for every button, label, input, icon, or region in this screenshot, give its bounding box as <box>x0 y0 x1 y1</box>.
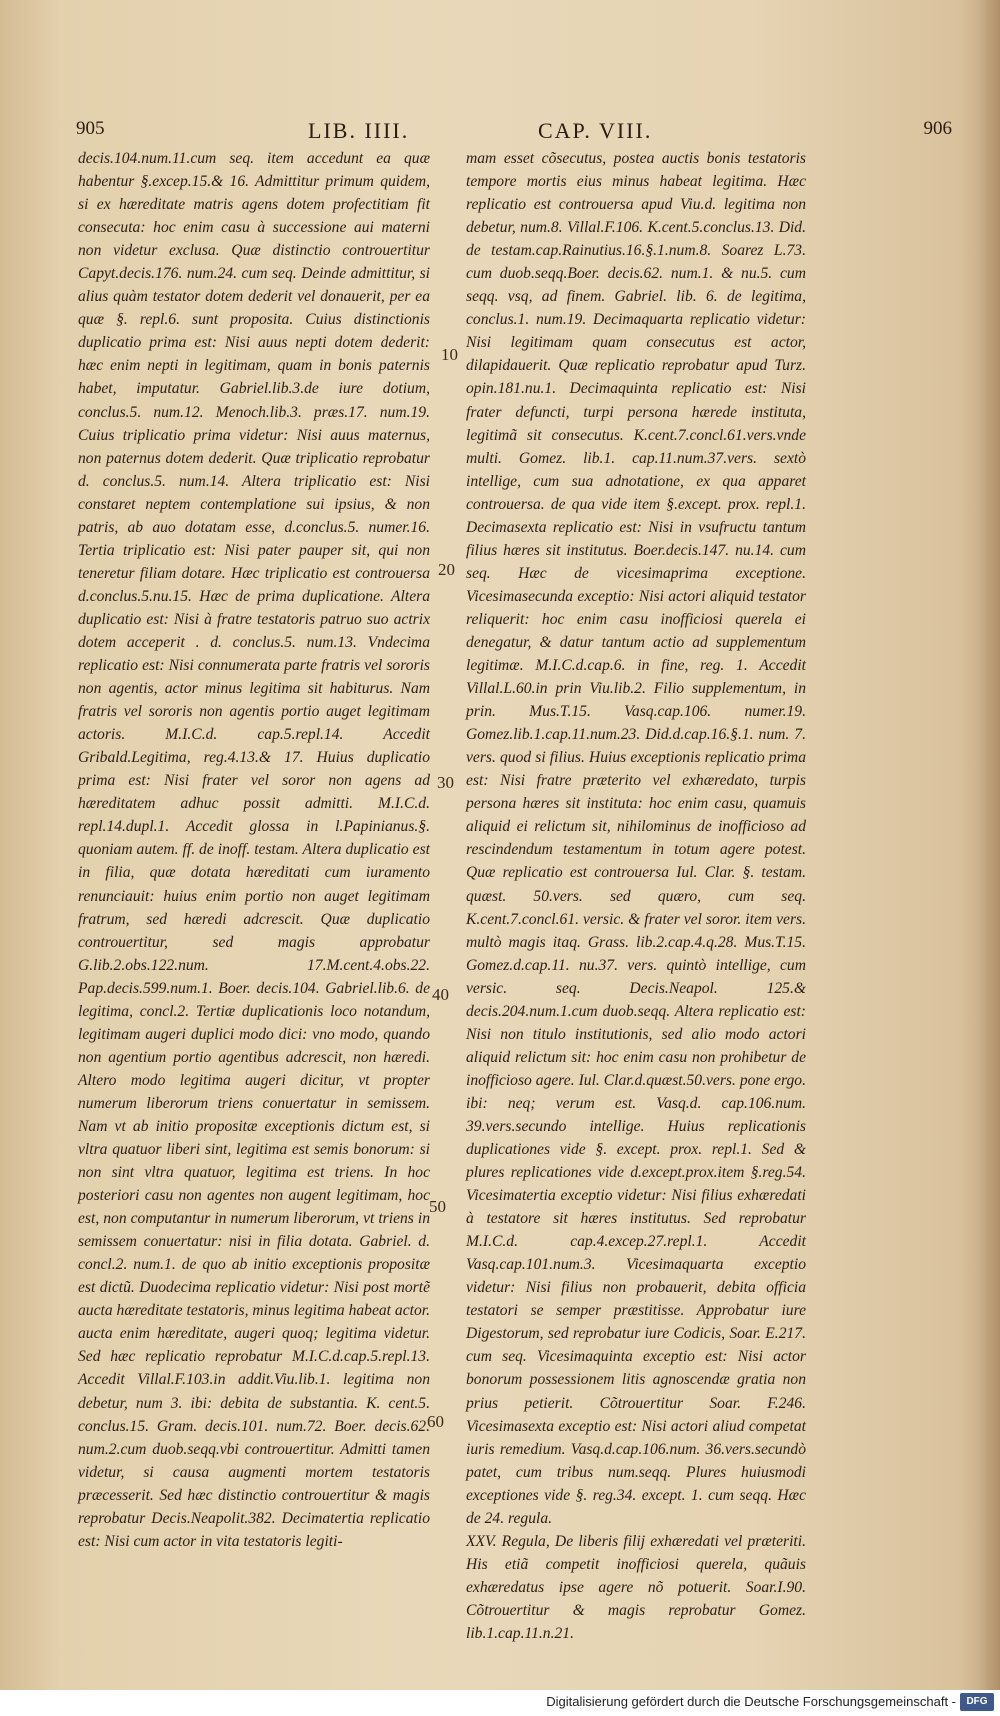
running-header <box>76 118 952 148</box>
line-number: 30 <box>437 773 454 792</box>
running-title-book: LIB. IIII. <box>308 118 410 143</box>
line-number: 20 <box>438 560 455 579</box>
line-number: 40 <box>432 985 449 1004</box>
line-number: 60 <box>427 1412 444 1431</box>
paragraph-rule-heading: XXV. Regula, De liberis filij exhæredati vel præteriti. His etiã competit inofficiosi querela, quãuis exhæredatus ipse agere nõ potuerit. Soar.I.90. Cõtrouertitur & magis reprobatur Gomez. lib.1.cap.11.n.21. <box>466 1532 806 1642</box>
footer-credit: Digitalisierung gefördert durch die Deutsche Forschungsgemeinschaft - <box>546 1694 956 1709</box>
footer-bar <box>0 1690 1000 1716</box>
text-column-right <box>466 147 806 1645</box>
running-title-chapter: CAP. VIII. <box>538 118 653 143</box>
page-number-left: 905 <box>76 118 105 139</box>
text-column-left <box>78 147 430 1553</box>
dfg-logo: DFG <box>960 1693 994 1711</box>
paragraph: decis.104.num.11.cum seq. item accedunt ea quæ habentur §.excep.15.& 16. Admittitur primum quidem, si ex hæreditate matris agens dotem profectitiam fit consecuta: hoc enim casu à successione aui materni non videtur exclusa. Quæ distinctio controuertitur Capyt.decis.176. num.24. cum seq. Deinde admittitur, si alius quàm testator dotem dederit vel donauerit, per ea quæ §. repl.6. sunt proposita. Cuius distinctionis duplicatio prima est: Nisi auus nepti dotem dederit: hæc enim nepti in legitimam, quam in bonis paternis habet, imputatur. Gabriel.lib.3.de iure dotium, conclus.5. num.12. Menoch.lib.3. præs.17. num.19. Cuius triplicatio prima videtur: Nisi auus maternus, non paternus dotem dederit. Quæ triplicatio reprobatur d. conclus.5. num.14. Altera triplicatio est: Nisi constaret neptem contemplatione sui ipsius, & non patris, ab auo dotatam esse, d.conclus.5. numer.16. Tertia triplicatio est: Nisi pater pauper sit, qui non teneretur filiam dotare. Hæc triplicatio est controuersa d.conclus.5.nu.15. Hæc de prima duplicatione. Altera duplicatio est: Nisi à fratre testatoris patruo suo actrix dotem acceperit . d. conclus.5. num.13. Vndecima replicatio est: Nisi connumerata parte fratris vel sororis non agentis, actor minus legitima sit habiturus. Nam fratris vel sororis non agentis portio auget legitimam actoris. M.I.C.d. cap.5.repl.14. Accedit Gribald.Legitima, reg.4.13.& 17. Huius duplicatio prima est: Nisi frater vel soror non agens ad hæreditatem adhuc possit admitti. M.I.C.d. repl.14.dupl.1. Accedit glossa in l.Papinianus.§. quoniam autem. ff. de inoff. testam. Altera duplicatio est in filia, quæ dotata hæreditati cum iuramento renunciauit: huius enim portio non auget legitimam fratrum, sed hæredi adcrescit. Quæ duplicatio controuertitur, sed magis approbatur G.lib.2.obs.122.num. 17.M.cent.4.obs.22. Pap.decis.599.num.1. Boer. decis.104. Gabriel.lib.6. de legitima, concl.2. Tertiæ duplicationis loco notandum, legitimam augeri duplici modo dici: vno modo, quando non agentium portio agentibus adcrescit, non hæredi. Altero modo legitima augeri dicitur, vt propter numerum liberorum triens conuertatur in semissem. Nam vt ab initio propositæ exceptionis dictum est, si vltra quatuor liberi sint, legitima est semis bonorum: si non sint vltra quatuor, legitima est triens. In hoc posteriori casu non agentes non augent legitimam, hoc est, non computantur in numerum liberorum, vt triens in semissem conuertatur: nisi in filia dotata. Gabriel. d. concl.2. num.1. de quo ab initio exceptionis propositæ est dictũ. Duodecima replicatio videtur: Nisi post mortẽ aucta hæreditate testatoris, minus legitima habeat actor. aucta enim hæreditate, augeri quoq; legitima videtur. Sed hæc replicatio reprobatur M.I.C.d.cap.5.repl.13. Accedit Villal.F.103.in addit.Viu.lib.1. legitima non debetur, num 3. ibi: debita de substantia. K. cent.5. conclus.15. Gram. decis.101. num.72. Boer. decis.62. num.2.cum duob.seqq.vbi controuertitur. Admitti tamen videtur, si causa augmenti mortem testatoris præcesserit. Sed hæc distinctio controuertitur & magis reprobatur Decis.Neapolit.382. Decimatertia replicatio est: Nisi cum actor in vita testatoris legiti- <box>78 150 430 1550</box>
line-number: 10 <box>441 345 458 364</box>
paragraph: mam esset cõsecutus, postea auctis bonis testatoris tempore mortis eius minus habeat legitima. Hæc replicatio est controuersa apud Viu.d. legitima non debetur, num.8. Villal.F.106. K.cent.5.conclus.13. Did. de testam.cap.Rainutius.16.§.1.num.8. Soarez L.73. cum duob.seqq.Boer. decis.62. num.1. & nu.5. cum seqq. vsq, ad finem. Gabriel. lib. 6. de legitima, conclus.1. num.19. Decimaquarta replicatio videtur: Nisi legitimam quam consecutus est actor, dilapidauerit. Quæ replicatio reprobatur apud Turz. opin.181.nu.1. Decimaquinta replicatio est: Nisi frater defuncti, turpi persona hærede instituta, legitimã sit consecutus. K.cent.7.concl.61.vers.vnde multi. Gomez. lib.1. cap.11.num.37.vers. sextò intellige, cum sua adnotatione, ex qua apparet controuersa. de qua vide item §.except. prox. repl.1. Decimasexta replicatio est: Nisi in vsufructu tantum filius hæres sit institutus. Boer.decis.147. nu.14. cum seq. Hæc de vicesimaprima exceptione. Vicesimasecunda exceptio: Nisi actori aliquid testator reliquerit: hoc enim casu inofficiosi querela ei denegatur, & datur tantum actio ad supplementum legitimæ. M.I.C.d.cap.6. in fine, reg. 1. Accedit Villal.L.60.in prin Viu.lib.2. Filio supplementum, in prin. Mus.T.15. Vasq.cap.106. numer.19. Gomez.lib.1.cap.11.num.23. Did.d.cap.16.§.1. num. 7. vers. quod si filius. Huius exceptionis replicatio prima est: Nisi fratre præterito vel exhæredato, turpis persona hæres sit instituta: hoc enim casu, quamuis aliquid ei relictum sit, nihilominus de inofficioso ad rescindendum testamentum in totum agere potest. Quæ replicatio est controuersa Iul. Clar. §. testam. quæst. 50.vers. sed quæro, cum seq. K.cent.7.concl.61. versic. & frater vel soror. item vers. multò magis itaq. Grass. lib.2.cap.4.q.28. Mus.T.15. Gomez.d.cap.11. nu.37. vers. quintò intellige, cum versic. seq. Decis.Neapol. 125.& decis.204.num.1.cum duob.seqq. Altera replicatio est: Nisi non titulo institutionis, sed alio modo actori aliquid relictum sit: hoc enim casu non prohibetur de inofficioso agere. Iul. Clar.d.quæst.50.vers. pone ergo. ibi: neq; verum est. Vasq.d. cap.106.num. 39.vers.secundo intellige. Huius replicationis duplicationes vide §. except. prox. repl.1. Sed & plures replicationes vide d.except.prox.item §.reg.54. Vicesimatertia exceptio videtur: Nisi filius exhæredati à testatore sit hæres institutus. Sed reprobatur M.I.C.d. cap.4.excep.27.repl.1. Accedit Vasq.cap.101.num.3. Vicesimaquarta exceptio videtur: Nisi filius non probauerit, debita officia testatori se semper præstitisse. Approbatur iure Digestorum, sed reprobatur iure Codicis, Soar. E.217. cum seq. Vicesimaquinta exceptio est: Nisi actor bonorum possessionem litis agnoscendæ gratia non prius petierit. Cõtrouertitur Soar. F.246. Vicesimasexta exceptio est: Nisi actori aliud competat iuris remedium. Vasq.d.cap.106.num. 36.vers.secundò patet, cum tribus num.seqq. Plures huiusmodi exceptiones vide §. reg.34. except. 1. cum seqq. Hæc de 24. regula. <box>466 150 806 1527</box>
line-number: 50 <box>429 1197 446 1216</box>
page-number-right: 906 <box>923 118 952 139</box>
